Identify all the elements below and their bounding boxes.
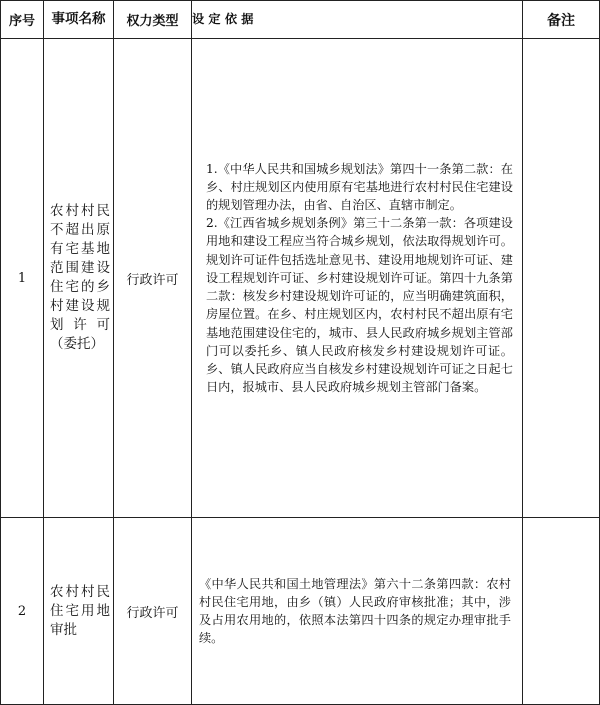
row-name: 农村村民住宅用地审批	[44, 518, 114, 705]
header-name: 事项名称	[44, 1, 114, 39]
row-name: 农村村民不超出原有宅基地范围建设住宅的乡村建设规划许可（委托）	[44, 39, 114, 518]
row-basis: 1.《中华人民共和国城乡规划法》第四十一条第二款：在乡、村庄规划区内使用原有宅基地进行农村村民住宅建设的规划管理办法，由省、自治区、直辖市制定。 2.《江西省城乡规划条例》第三十二条第一款：各项建设用地和建设工程应当符合城乡规划，依法取得规划许可。规划许可证件包括选址意见书、建设用地规划许可证、建设工程规划许可证、乡村建设规划许可证。第四十九条第二款：核发乡村建设规划许可证的，应当明确建筑面积，房屋位置。在乡、村庄规划区内，农村村民不超出原有宅基地范围建设住宅的，城市、县人民政府城乡规划主管部门可以委托乡、镇人民政府核发乡村建设规划许可证。乡、镇人民政府应当自核发乡村建设规划许可证之日起七日内，报城市、县人民政府城乡规划主管部门备案。	[192, 39, 523, 518]
header-basis: 设 定 依 据	[192, 1, 523, 39]
row-type: 行政许可	[114, 518, 192, 705]
row-basis: 《中华人民共和国土地管理法》第六十二条第四款：农村村民住宅用地，由乡（镇）人民政府审核批准；其中，涉及占用农用地的，依照本法第四十四条的规定办理审批手续。	[192, 518, 523, 705]
row-no: 1	[1, 39, 44, 518]
header-note: 备注	[523, 1, 600, 39]
table-row	[1, 518, 600, 705]
header-no: 序号	[1, 1, 44, 39]
row-note	[523, 518, 600, 705]
row-note	[523, 39, 600, 518]
table-row	[1, 39, 600, 518]
row-no: 2	[1, 518, 44, 705]
table-header-row	[1, 1, 600, 39]
header-type: 权力类型	[114, 1, 192, 39]
row-type: 行政许可	[114, 39, 192, 518]
